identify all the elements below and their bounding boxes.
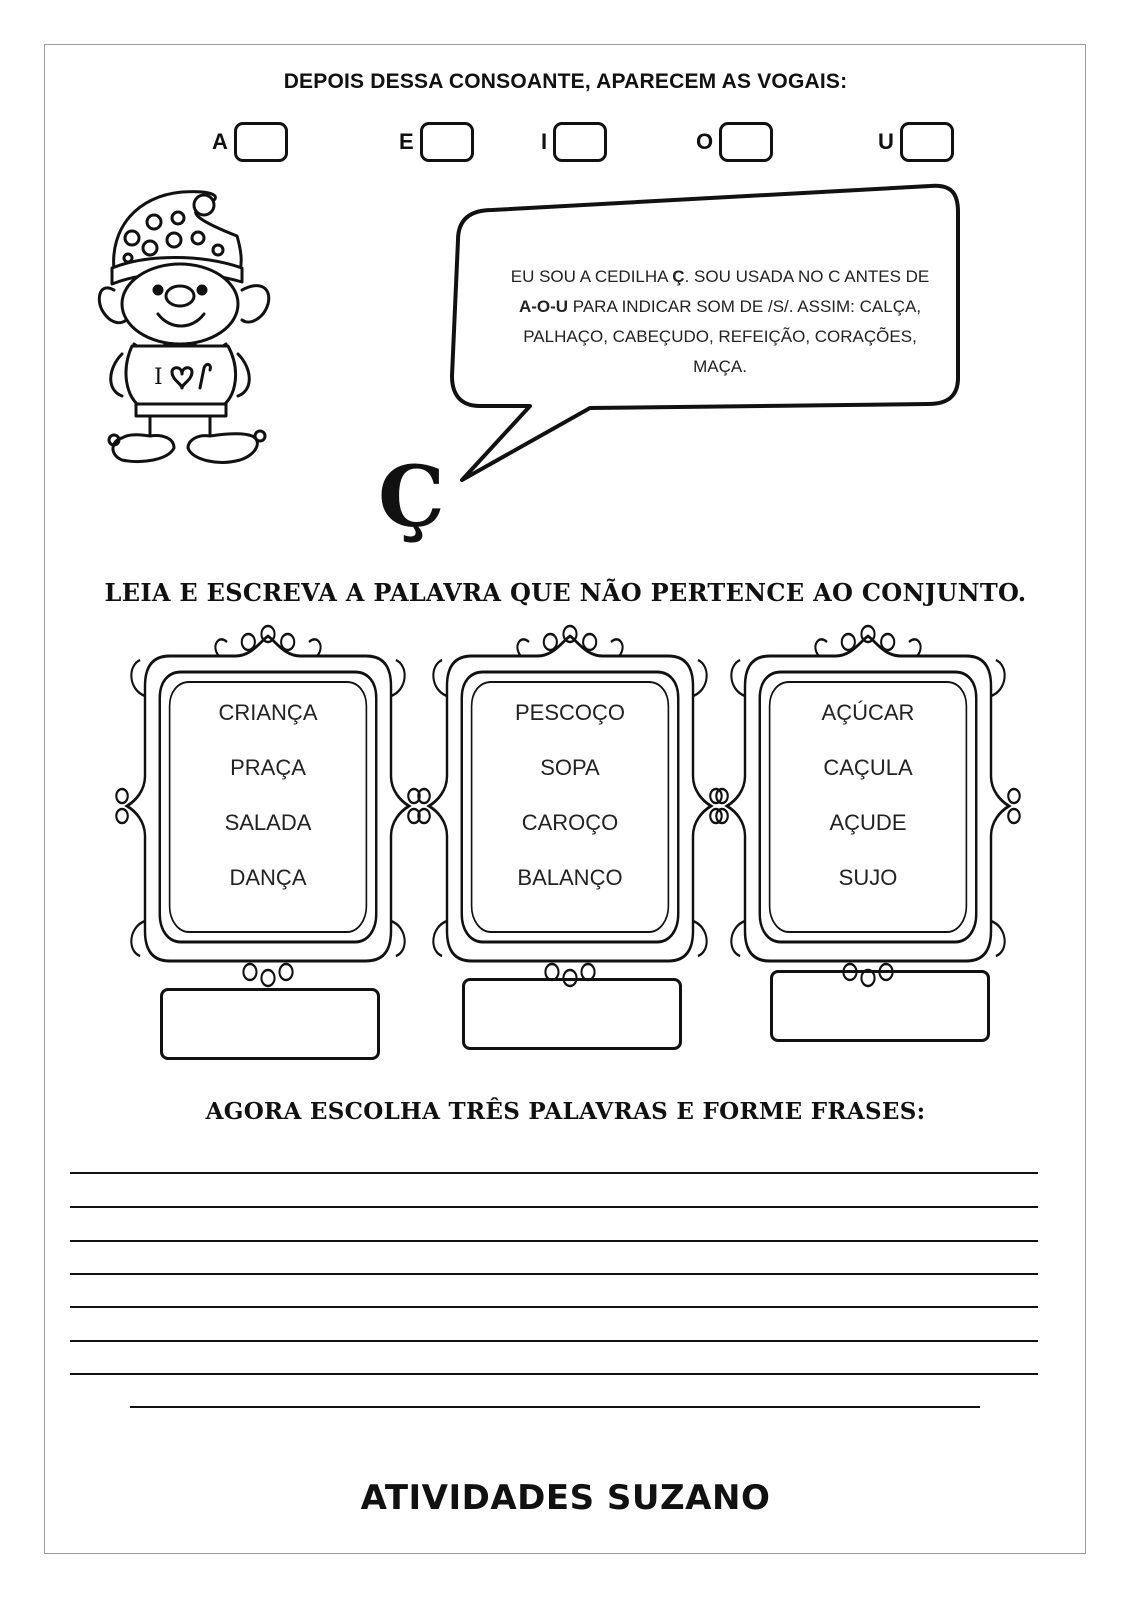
bubble-line-1-start: EU SOU A CEDILHA [510, 267, 673, 286]
bubble-line-1 [500, 262, 940, 292]
list-item: CRIANÇA [218, 700, 318, 725]
writing-line-7[interactable] [70, 1373, 1038, 1375]
vowel-box[interactable] [900, 122, 954, 162]
vowel-letter: O [696, 129, 714, 154]
elf-illustration [92, 178, 292, 478]
word-set-1 [168, 695, 368, 915]
vowel-letter: A [212, 129, 228, 154]
vowel-box[interactable] [234, 122, 288, 162]
bubble-line-3: PALHAÇO, CABEÇUDO, REFEIÇÃO, CORAÇÕES, [523, 327, 917, 346]
list-item: CAÇULA [823, 755, 913, 780]
vowel-a [212, 118, 288, 166]
list-item: SUJO [838, 865, 898, 890]
vowel-o [696, 118, 773, 166]
bubble-cedilla: Ç [672, 267, 685, 286]
vowel-letter: U [878, 129, 894, 154]
list-item: CAROÇO [521, 810, 619, 835]
list-item: SALADA [224, 810, 312, 835]
vowel-u [878, 118, 954, 166]
writing-line-5[interactable] [70, 1306, 1038, 1308]
list-item: BALANÇO [517, 865, 623, 890]
vowel-box[interactable] [553, 122, 607, 162]
bubble-line-2-end: PARA INDICAR SOM DE /S/. ASSIM: CALÇA, [568, 297, 922, 316]
writing-line-4[interactable] [70, 1273, 1038, 1275]
vowel-box[interactable] [719, 122, 773, 162]
writing-line-6[interactable] [70, 1340, 1038, 1342]
vowel-box[interactable] [420, 122, 474, 162]
list-item: PESCOÇO [514, 700, 626, 725]
big-cedilla-letter: Ç [378, 447, 445, 546]
vowels-heading: DEPOIS DESSA CONSOANTE, APARECEM AS VOGAIS: [283, 70, 848, 93]
bubble-line-1-end: . SOU USADA NO C ANTES DE [684, 267, 930, 286]
word-set-3 [768, 695, 968, 915]
writing-line-2[interactable] [70, 1206, 1038, 1208]
sentence-heading: AGORA ESCOLHA TRÊS PALAVRAS E FORME FRASES: [205, 1098, 926, 1125]
footer-brand: ATIVIDADES SUZANO [360, 1478, 771, 1518]
answer-box-3[interactable] [770, 970, 990, 1042]
bubble-vowels: A-O-U [518, 297, 569, 316]
answer-box-1[interactable] [160, 988, 380, 1060]
list-item: DANÇA [229, 865, 307, 890]
vowel-letter: I [541, 129, 548, 154]
instruction-heading: LEIA E ESCREVA A PALAVRA QUE NÃO PERTENCE AO CONJUNTO. [104, 578, 1027, 607]
bubble-line-4: MAÇA. [693, 357, 747, 376]
list-item: SOPA [540, 755, 600, 780]
speech-bubble-text [500, 262, 940, 382]
vowel-i [541, 118, 607, 166]
list-item: PRAÇA [230, 755, 306, 780]
vowel-e [399, 118, 474, 166]
writing-line-3[interactable] [70, 1240, 1038, 1242]
writing-line-8[interactable] [130, 1406, 980, 1408]
svg-text:I: I [154, 365, 163, 390]
answer-box-2[interactable] [462, 978, 682, 1050]
writing-line-1[interactable] [70, 1172, 1038, 1174]
bubble-line-2 [500, 292, 940, 322]
word-set-2 [470, 695, 670, 915]
list-item: AÇUDE [829, 810, 907, 835]
vowel-letter: E [399, 129, 414, 154]
list-item: AÇÚCAR [821, 700, 915, 725]
